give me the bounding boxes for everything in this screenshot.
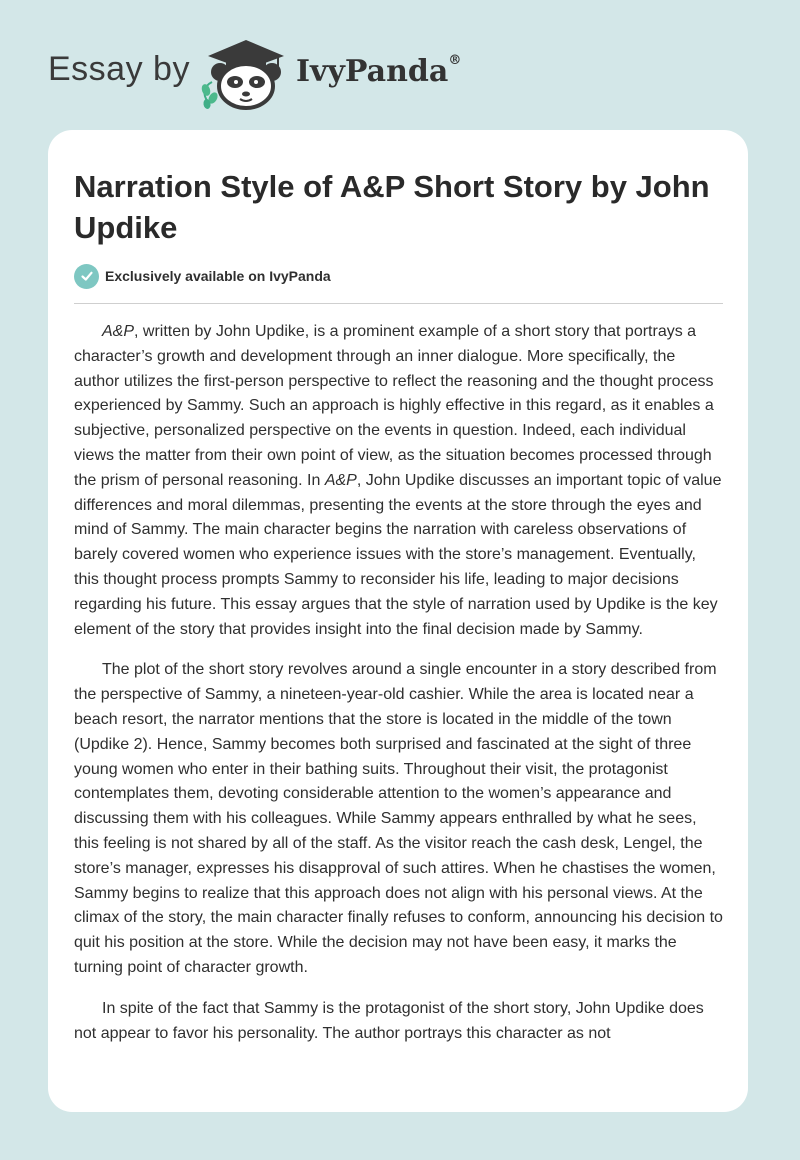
essay-paragraph [74, 997, 724, 1047]
checkmark-icon [74, 264, 99, 289]
title-divider [74, 303, 723, 304]
exclusive-badge [74, 263, 331, 289]
ivypanda-logo-icon[interactable] [198, 36, 294, 112]
essay-paragraph [74, 658, 724, 980]
essay-card [48, 130, 748, 1112]
trademark-symbol: ® [448, 53, 462, 68]
paragraph-text: , John Updike discusses an important topic of value differences and moral dilemmas, presenting the events at the store through the eyes and mind of Sammy. The main character begins the narration with careless observations of barely covered women who experience issues with the store’s management. Eventually, this thought process prompts Sammy to reconsider his life, leading to major decisions regarding his future. This essay argues that the style of narration used by Updike is the key element of the story that provides insight into the final decision made by Sammy. [74, 471, 722, 638]
work-title-italic: A&P [102, 323, 135, 340]
essay-body [74, 320, 724, 1062]
essay-by-label: Essay by [48, 50, 190, 88]
ivypanda-wordmark[interactable]: IvyPanda® [296, 53, 462, 89]
essay-title: Narration Style of A&P Short Story by John Updike [74, 169, 710, 245]
work-title-italic: A&P [324, 471, 357, 489]
paragraph-text: In spite of the fact that Sammy is the protagonist of the short story, John Updike does not appear to favor his personality. The author portrays this character as not [74, 999, 704, 1042]
exclusive-label: Exclusively available on IvyPanda [105, 268, 331, 284]
paragraph-text: The plot of the short story revolves around a single encounter in a story described from the perspective of Sammy, a nineteen-year-old cashier. While the area is located near a beach resort, the narrator mentions that the store is located in the middle of the town (Updike 2). Hence, Sammy becomes both surprised and fascinated at the sight of three young women who enter in their bathing suits. Throughout their visit, the protagonist contemplates them, devoting considerable attention to the women’s appearance and discussing them with his colleagues. While Sammy appears enthralled by what he sees, this feeling is not shared by all of the staff. As the visitor reach the cash desk, Lengel, the store’s manager, expresses his disapproval of such attires. When he chastises the women, Sammy begins to realize that this approach does not align with his personal views. At the climax of the story, the main character finally refuses to conform, announcing his decision to quit his position at the store. While the decision may not have been easy, it marks the turning point of character growth. [74, 661, 723, 976]
paragraph-text: , written by John Updike, is a prominent example of a short story that portrays a character’s growth and development through an inner dialogue. More specifically, the author utilizes the first-person perspective to reflect the reasoning and the thought process experienced by Sammy. Such an approach is highly effective in this regard, as it enables a subjective, personalized perspective on the events in question. Indeed, each individual views the matter from their own point of view, as the situation becomes processed through the prism of personal reasoning. In [74, 323, 714, 489]
essay-paragraph [74, 320, 724, 642]
site-header [0, 0, 800, 130]
